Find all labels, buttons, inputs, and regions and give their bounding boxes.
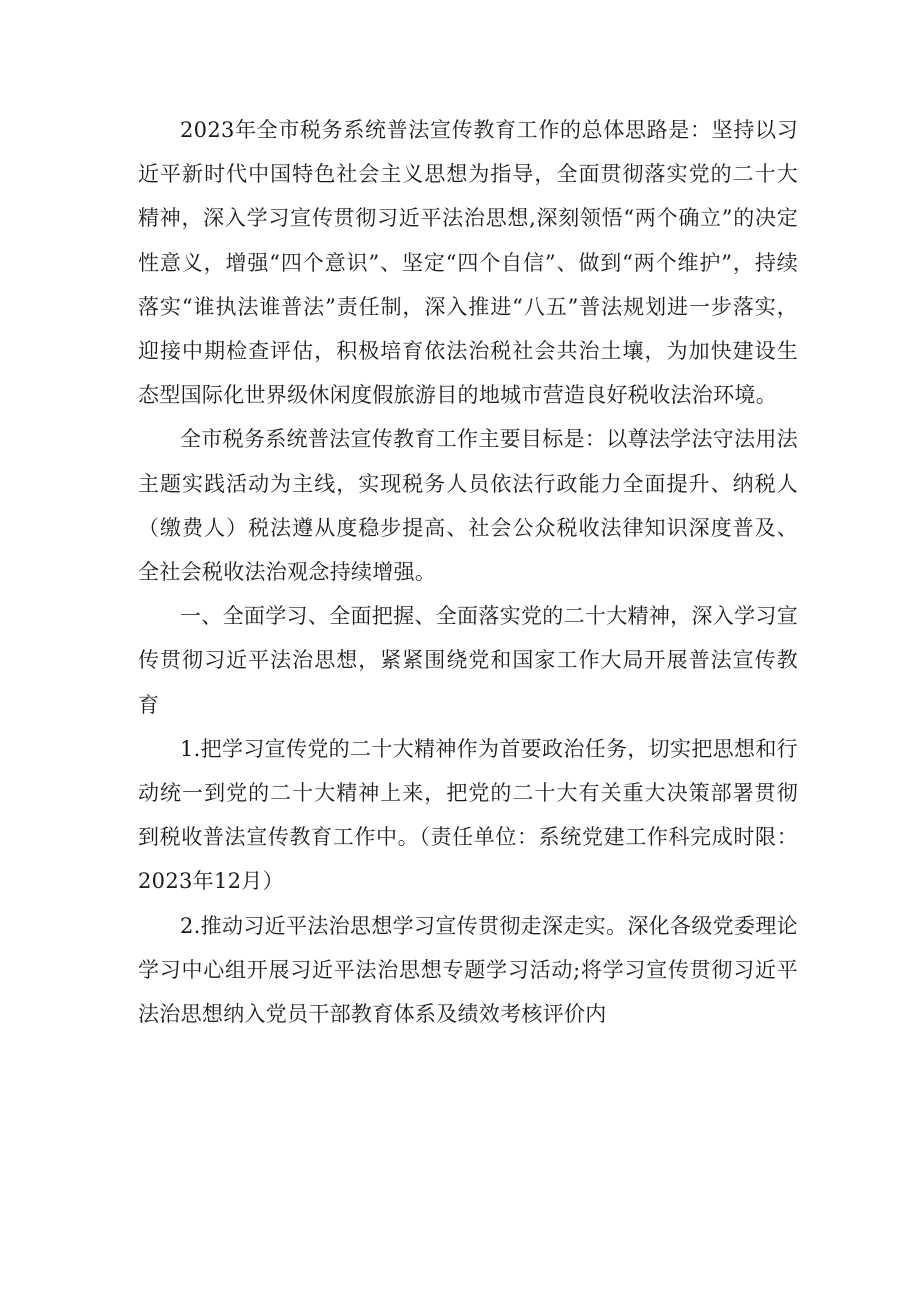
document-body [138, 108, 798, 1036]
list-item-1: 1.把学习宣传党的二十大精神作为首要政治任务，切实把思想和行动统一到党的二十大精神上来，把党的二十大有关重大决策部署贯彻到税收普法宣传教育工作中。（责任单位：系统党建工作科完成时限：2023年12月） [138, 736, 798, 894]
paragraph-main-goals: 全市税务系统普法宣传教育工作主要目标是：以尊法学法守法用法主题实践活动为主线，实现税务人员依法行政能力全面提升、纳税人（缴费人）税法遵从度稳步提高、社会公众税收法律知识深度普及、全社会税收法治观念持续增强。 [138, 427, 798, 585]
paragraph-general-approach: 2023年全市税务系统普法宣传教育工作的总体思路是：坚持以习近平新时代中国特色社会主义思想为指导，全面贯彻落实党的二十大精神，深入学习宣传贯彻习近平法治思想,深刻领悟“两个确立”的决定性意义，增强“四个意识”、坚定“四个自信”、做到“两个维护”，持续落实“谁执法谁普法”责任制，深入推进“八五”普法规划进一步落实，迎接中期检查评估，积极培育依法治税社会共治土壤，为加快建设生态型国际化世界级休闲度假旅游目的地城市营造良好税收法治环境。 [138, 118, 798, 408]
section-heading-1: 一、全面学习、全面把握、全面落实党的二十大精神，深入学习宣传贯彻习近平法治思想，紧紧围绕党和国家工作大局开展普法宣传教育 [138, 604, 798, 717]
list-item-2: 2.推动习近平法治思想学习宣传贯彻走深走实。深化各级党委理论学习中心组开展习近平法治思想专题学习活动;将学习宣传贯彻习近平法治思想纳入党员干部教育体系及绩效考核评价内 [138, 913, 798, 1027]
